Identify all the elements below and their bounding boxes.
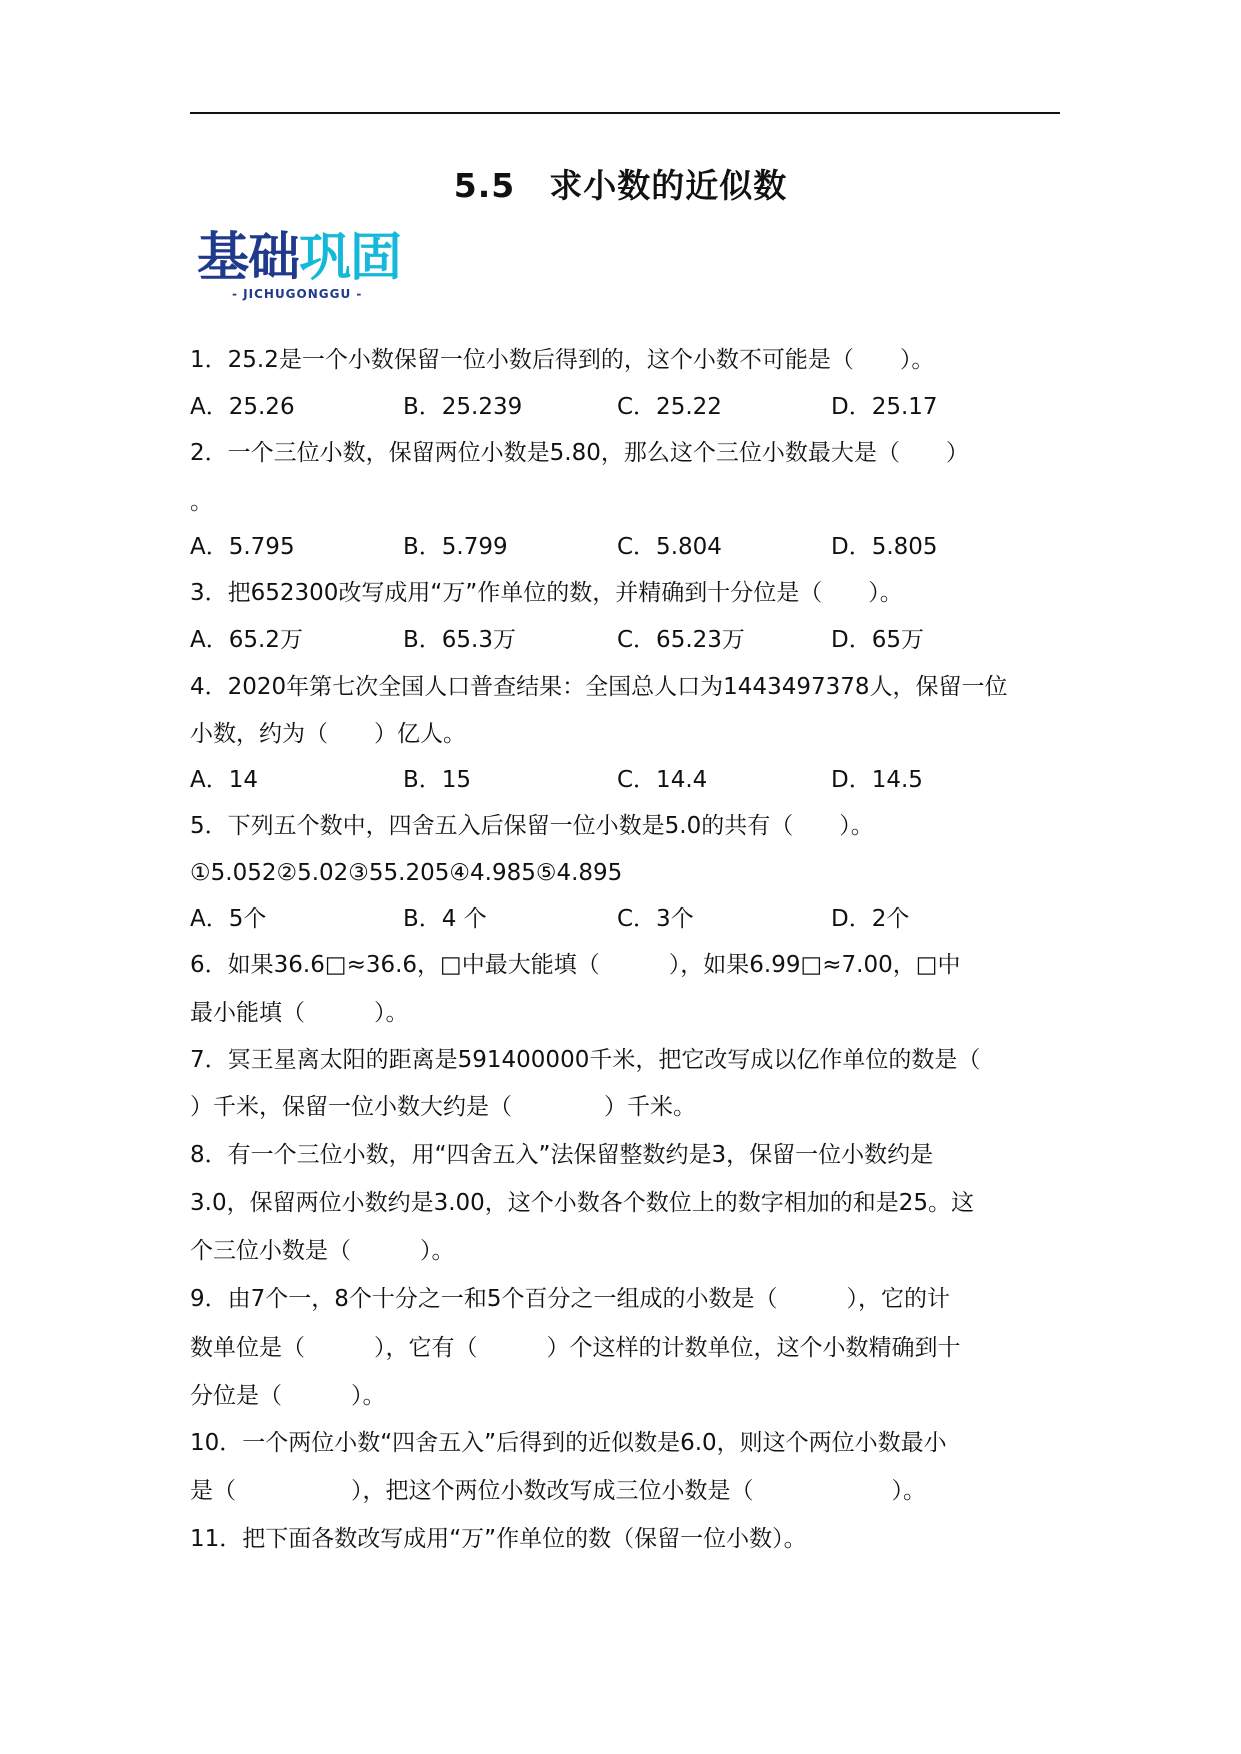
badge-subtitle: - JICHUGONGGU - — [232, 287, 363, 301]
q1-option-b: B．25.239 — [403, 394, 523, 420]
q5-option-a: A．5个 — [190, 906, 267, 932]
question-5-text: 5．下列五个数中，四舍五入后保留一位小数是5.0的共有（ ）。 — [190, 813, 874, 839]
question-4-text: 4．2020年第七次全国人口普查结果：全国总人口为1443497378人，保留一位 — [190, 674, 1008, 700]
question-6-text: 6．如果36.6□≈36.6，□中最大能填（ ），如果6.99□≈7.00，□中 — [190, 952, 961, 978]
badge-char: 巩 — [299, 228, 351, 288]
question-4-text-cont: 小数，约为（ ）亿人。 — [190, 721, 466, 747]
q1-option-c: C．25.22 — [617, 394, 722, 420]
q3-option-c: C．65.23万 — [617, 627, 745, 653]
question-10-text-cont: 是（ ），把这个两位小数改写成三位小数是（ ）。 — [190, 1478, 926, 1504]
question-10-text: 10．一个两位小数“四舍五入”后得到的近似数是6.0，则这个两位小数最小 — [190, 1430, 947, 1456]
q5-option-c: C．3个 — [617, 906, 694, 932]
q2-option-c: C．5.804 — [617, 534, 722, 560]
q4-option-c: C．14.4 — [617, 767, 708, 793]
question-9-text-cont: 数单位是（ ），它有（ ）个这样的计数单位，这个小数精确到十 — [190, 1335, 961, 1361]
q3-option-d: D．65万 — [831, 627, 924, 653]
question-11-text: 11．把下面各数改写成用“万”作单位的数（保留一位小数）。 — [190, 1526, 807, 1552]
badge-char: 基 — [197, 228, 249, 288]
question-8-text: 8．有一个三位小数，用“四舍五入”法保留整数约是3，保留一位小数约是 — [190, 1142, 934, 1168]
header-rule — [190, 112, 1060, 114]
question-6-text-cont: 最小能填（ ）。 — [190, 1000, 409, 1026]
section-badge — [197, 230, 412, 310]
question-7-text: 7．冥王星离太阳的距离是591400000千米，把它改写成以亿作单位的数是（ — [190, 1047, 981, 1073]
question-8-text-cont: 3.0，保留两位小数约是3.00，这个小数各个数位上的数字相加的和是25。这 — [190, 1190, 975, 1216]
question-7-text-cont: ）千米，保留一位小数大约是（ ）千米。 — [190, 1094, 696, 1120]
badge-title — [197, 230, 401, 286]
q4-option-d: D．14.5 — [831, 767, 923, 793]
q4-option-a: A．14 — [190, 767, 259, 793]
page-title: 5.5 求小数的近似数 — [453, 166, 788, 205]
q5-option-d: D．2个 — [831, 906, 910, 932]
question-9-text: 9．由7个一，8个十分之一和5个百分之一组成的小数是（ ），它的计 — [190, 1286, 951, 1312]
question-2-text-cont: 。 — [190, 489, 213, 515]
q1-option-a: A．25.26 — [190, 394, 295, 420]
q3-option-a: A．65.2万 — [190, 627, 303, 653]
question-9-text-cont2: 分位是（ ）。 — [190, 1383, 386, 1409]
q5-option-b: B．4 个 — [403, 906, 487, 932]
q2-option-d: D．5.805 — [831, 534, 938, 560]
question-2-text: 2．一个三位小数，保留两位小数是5.80，那么这个三位小数最大是（ ） — [190, 440, 969, 466]
q3-option-b: B．65.3万 — [403, 627, 516, 653]
badge-char: 础 — [248, 228, 300, 288]
q1-option-d: D．25.17 — [831, 394, 938, 420]
question-8-text-cont2: 个三位小数是（ ）。 — [190, 1238, 455, 1264]
badge-char: 固 — [350, 228, 402, 288]
q4-option-b: B．15 — [403, 767, 472, 793]
question-3-text: 3．把652300改写成用“万”作单位的数，并精确到十分位是（ ）。 — [190, 580, 903, 606]
question-5-numbers: ①5.052②5.02③55.205④4.985⑤4.895 — [190, 860, 623, 886]
q2-option-a: A．5.795 — [190, 534, 295, 560]
q2-option-b: B．5.799 — [403, 534, 508, 560]
question-1-text: 1．25.2是一个小数保留一位小数后得到的，这个小数不可能是（ ）。 — [190, 347, 935, 373]
